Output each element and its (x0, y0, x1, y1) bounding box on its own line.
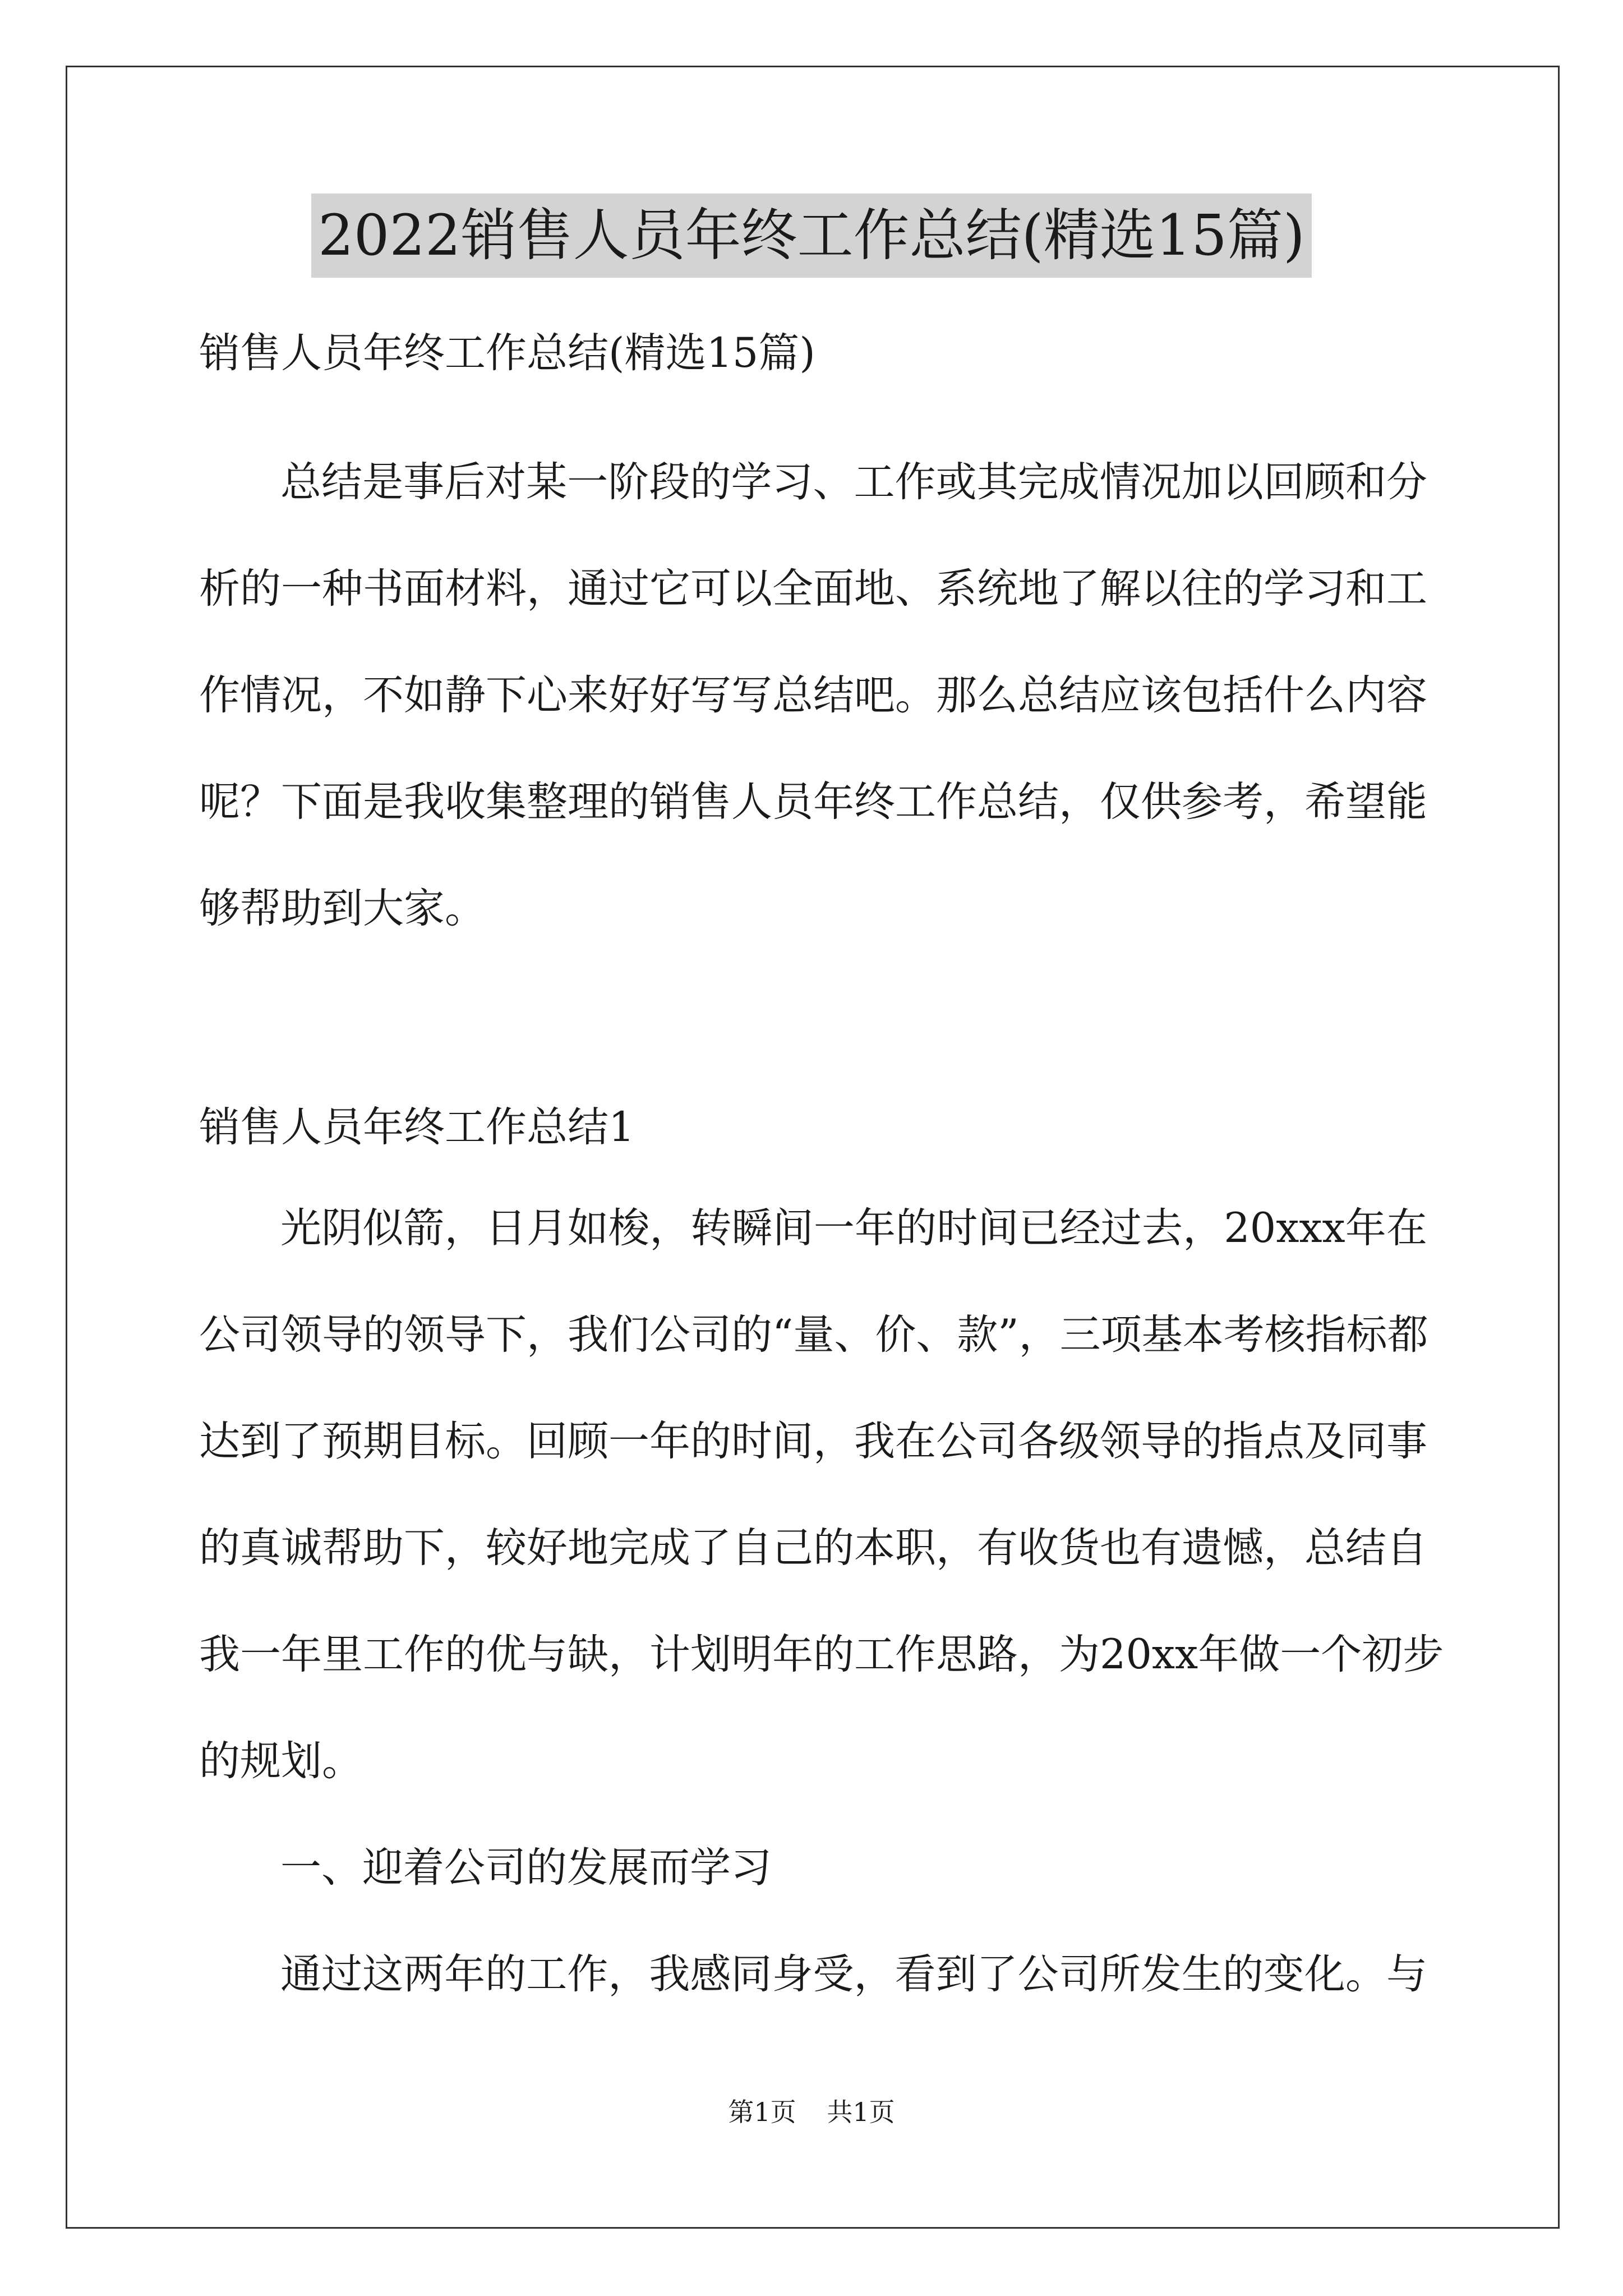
paragraph-line: 通过这两年的工作，我感同身受，看到了公司所发生的变化。与 (280, 1950, 1427, 1998)
subheading-1: 一、迎着公司的发展而学习 (280, 1844, 772, 1892)
page-footer (0, 2095, 1623, 2129)
page-number: 第1页 (728, 2097, 796, 2127)
intro-line-2: 析的一种书面材料，通过它可以全面地、系统地了解以往的学习和工 (199, 565, 1427, 613)
section1-line-1: 光阴似箭，日月如梭，转瞬间一年的时间已经过去，20xxx年在 (280, 1204, 1427, 1252)
section-heading-1: 销售人员年终工作总结1 (199, 1103, 635, 1151)
document-title-text: 2022销售人员年终工作总结(精选15篇) (311, 194, 1312, 278)
section1-line-3: 达到了预期目标。回顾一年的时间，我在公司各级领导的指点及同事 (199, 1418, 1427, 1465)
document-title (0, 194, 1623, 291)
intro-line-4: 呢？下面是我收集整理的销售人员年终工作总结，仅供参考，希望能 (199, 778, 1427, 826)
page-total: 共1页 (827, 2097, 895, 2127)
document-subtitle: 销售人员年终工作总结(精选15篇) (199, 329, 815, 377)
intro-line-3: 作情况，不如静下心来好好写写总结吧。那么总结应该包括什么内容 (199, 671, 1427, 719)
intro-line-5: 够帮助到大家。 (199, 885, 486, 932)
section1-line-5: 我一年里工作的优与缺，计划明年的工作思路，为20xx年做一个初步 (199, 1631, 1444, 1678)
intro-line-1: 总结是事后对某一阶段的学习、工作或其完成情况加以回顾和分 (280, 458, 1427, 506)
section1-line-6: 的规划。 (199, 1737, 363, 1785)
section1-line-2: 公司领导的领导下，我们公司的“量、价、款”，三项基本考核指标都 (199, 1311, 1428, 1359)
section1-line-4: 的真诚帮助下，较好地完成了自己的本职，有收货也有遗憾，总结自 (199, 1524, 1427, 1572)
